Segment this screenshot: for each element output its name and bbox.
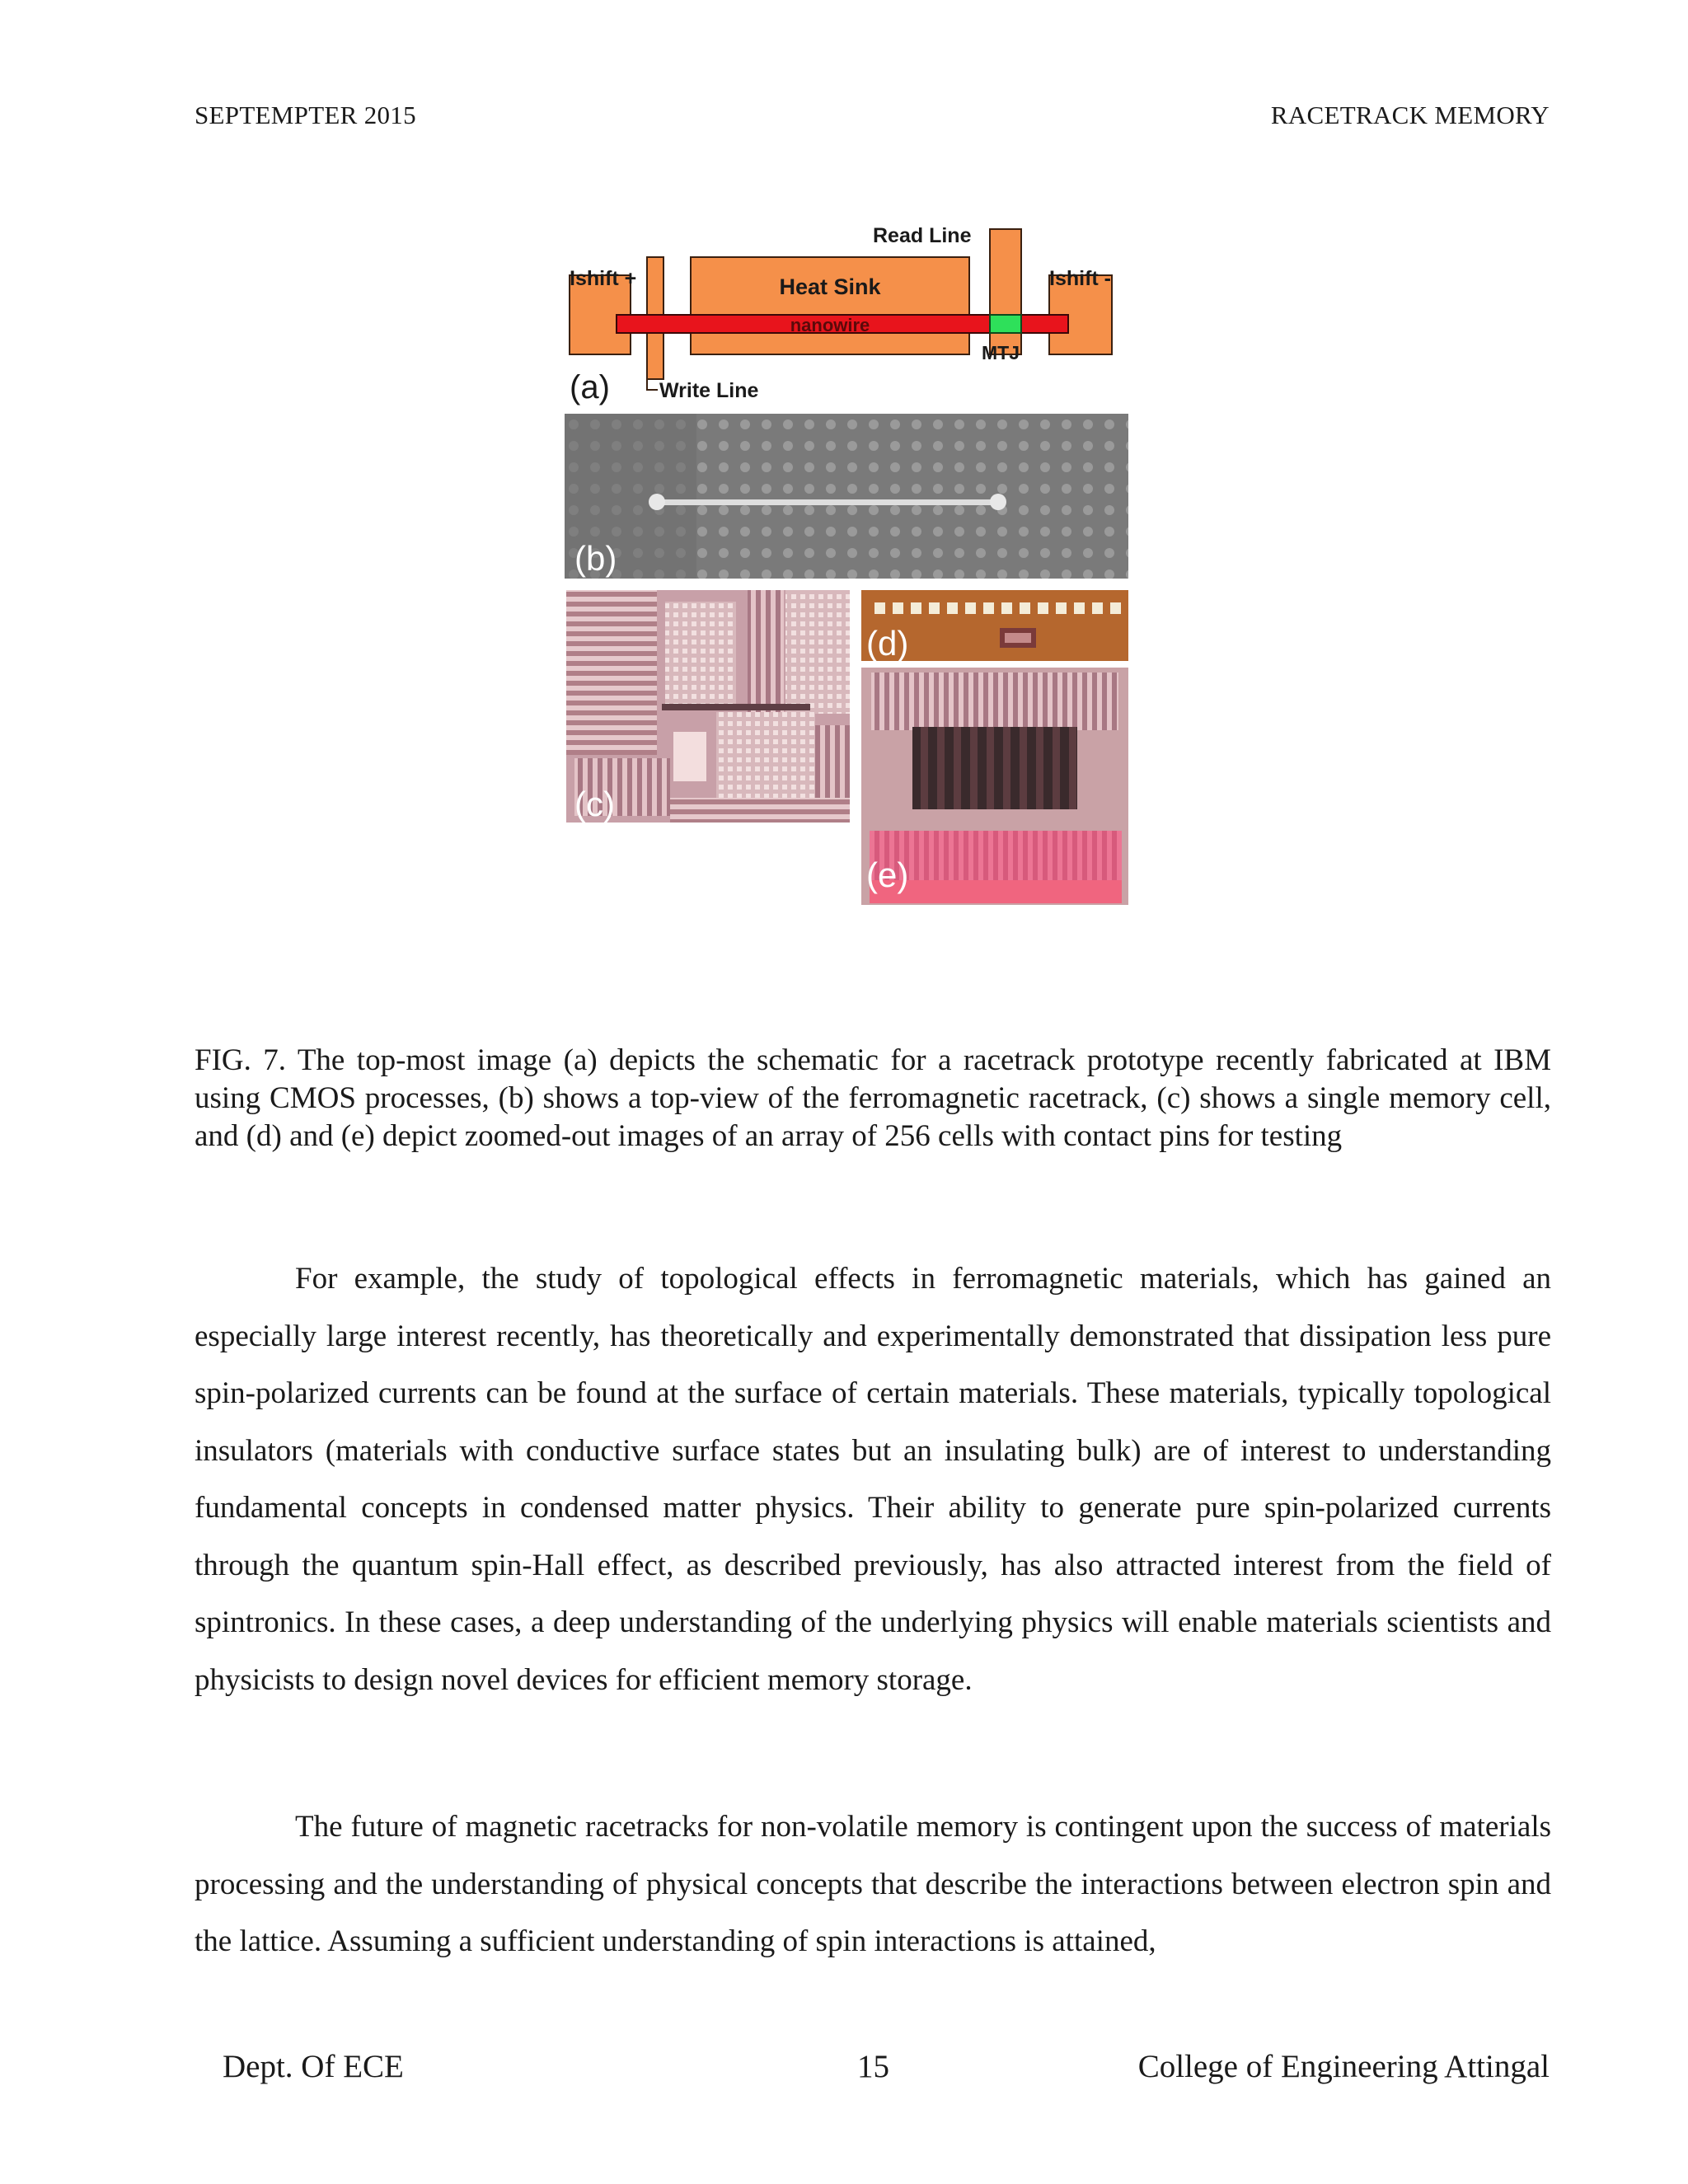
figure-caption: FIG. 7. The top-most image (a) depicts the schematic for a racetrack prototype recently fabricated at IBM using CMOS processes, (b) shows a top-view of the ferromagnetic racetrack, (c) shows a single memory cell, and (d) and (e) depict zoomed-out images of an array of 256 cells with contact pins for testing	[195, 1043, 1551, 1153]
panel-e-label: (e)	[866, 855, 909, 894]
figure-7	[563, 221, 1130, 905]
footer-college: College of Engineering Attingal	[1137, 2049, 1550, 2084]
mtj-label: MTJ	[982, 342, 1020, 363]
panel-c-label: (c)	[574, 785, 615, 823]
panel-b-label: (b)	[574, 539, 617, 578]
array-panel-e	[861, 668, 1128, 905]
array-panel-d	[861, 590, 1128, 663]
write-line-label: Write Line	[659, 379, 759, 402]
panel-a-label: (a)	[570, 369, 610, 405]
heat-sink-label: Heat Sink	[779, 274, 881, 299]
ishift-minus-label: Ishift -	[1049, 267, 1111, 290]
schematic-panel-a	[570, 224, 1112, 405]
body-paragraph-1: For example, the study of topological effects in ferromagnetic materials, which has gained an especially large interest recently, has theoretically and experimentally demonstrated that dissipation less pure spin-polarized currents can be found at the surface of certain materials. These materials, typically topological insulators (materials with conductive surface states but an insulating bulk) are of interest to understanding fundamental concepts in condensed matter physics. Their ability to generate pure spin-polarized currents through the quantum spin-Hall effect, as described previously, has also attracted interest from the field of spintronics. In these cases, a deep understanding of the underlying physics will enable materials scientists and physicists to design novel devices for efficient memory storage.	[195, 1262, 1551, 1697]
ishift-plus-label: Ishift +	[570, 267, 637, 290]
panel-d-label: (d)	[866, 624, 909, 663]
sem-panel-b	[565, 414, 1128, 579]
body-paragraph-2: The future of magnetic racetracks for non-volatile memory is contingent upon the success of materials processing and the understanding of physical concepts that describe the interactions between electron spin and the lattice. Assuming a sufficient understanding of spin interactions is attained,	[195, 1810, 1551, 1958]
cell-panel-c	[566, 590, 850, 823]
footer-department: Dept. Of ECE	[223, 2049, 404, 2084]
running-header-title: RACETRACK MEMORY	[1270, 101, 1550, 129]
page-number: 15	[857, 2049, 889, 2084]
read-line-label: Read Line	[873, 224, 972, 247]
running-header-date: SEPTEMPTER 2015	[195, 101, 416, 129]
nanowire-label: nanowire	[790, 315, 870, 335]
